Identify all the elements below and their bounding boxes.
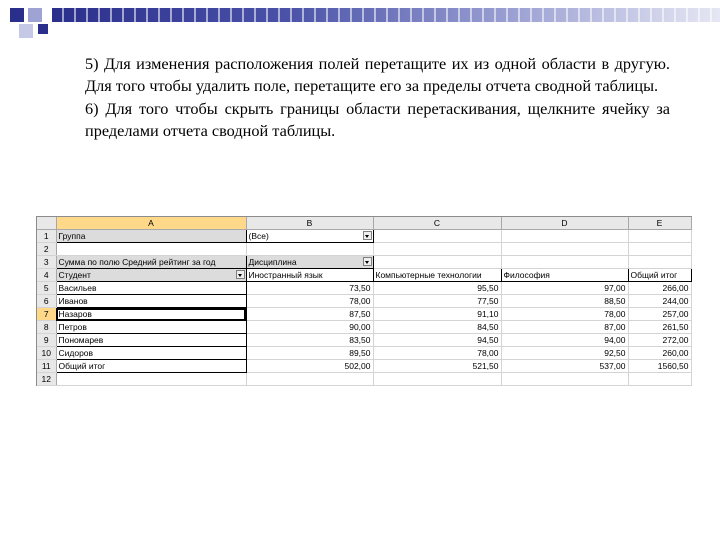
value-cell[interactable]: 94,50 (373, 334, 501, 347)
select-all-corner[interactable] (37, 217, 56, 230)
value-cell[interactable]: 244,00 (628, 295, 691, 308)
column-header-d[interactable]: D (501, 217, 628, 230)
page-field-value: (Все) (248, 231, 269, 241)
cell[interactable] (628, 243, 691, 256)
row-header[interactable]: 10 (37, 347, 56, 360)
row-header[interactable]: 5 (37, 282, 56, 295)
value-cell[interactable]: 84,50 (373, 321, 501, 334)
active-cell[interactable]: Назаров (56, 308, 246, 321)
total-cell[interactable]: 502,00 (246, 360, 373, 373)
value-cell[interactable]: 266,00 (628, 282, 691, 295)
instruction-text (85, 53, 670, 143)
table-row (37, 347, 691, 360)
row-header[interactable]: 7 (37, 308, 56, 321)
table-row (37, 334, 691, 347)
cell[interactable] (501, 243, 628, 256)
row-header[interactable]: 6 (37, 295, 56, 308)
value-cell[interactable]: 94,00 (501, 334, 628, 347)
column-field-label: Дисциплина (248, 257, 297, 267)
row-header[interactable]: 11 (37, 360, 56, 373)
row-header[interactable]: 4 (37, 269, 56, 282)
dropdown-arrow-icon[interactable] (363, 257, 372, 266)
instruction-step-6: 6) Для того чтобы скрыть границы области перетаскивания, щелкните ячейку за пределами отчета сводной таблицы. (85, 99, 670, 140)
pivot-table-grid (37, 217, 692, 386)
cell[interactable] (246, 243, 373, 256)
value-cell[interactable]: 87,00 (501, 321, 628, 334)
column-item[interactable]: Философия (501, 269, 628, 282)
value-cell[interactable]: 73,50 (246, 282, 373, 295)
row-header[interactable]: 9 (37, 334, 56, 347)
cell[interactable] (56, 243, 246, 256)
cell[interactable] (628, 230, 691, 243)
total-cell[interactable]: 1560,50 (628, 360, 691, 373)
cell[interactable] (56, 373, 246, 386)
banner-stripes (52, 8, 720, 22)
value-cell[interactable]: 92,50 (501, 347, 628, 360)
dropdown-arrow-icon[interactable] (363, 231, 372, 240)
row-header[interactable]: 1 (37, 230, 56, 243)
value-cell[interactable]: 257,00 (628, 308, 691, 321)
column-item[interactable]: Компьютерные технологии (373, 269, 501, 282)
value-cell[interactable]: 88,50 (501, 295, 628, 308)
value-cell[interactable]: 95,50 (373, 282, 501, 295)
cell[interactable] (501, 373, 628, 386)
cell[interactable] (628, 256, 691, 269)
spreadsheet[interactable] (36, 216, 692, 386)
value-cell[interactable]: 90,00 (246, 321, 373, 334)
row-header[interactable]: 8 (37, 321, 56, 334)
value-cell[interactable]: 261,50 (628, 321, 691, 334)
cell[interactable] (501, 256, 628, 269)
row-item[interactable]: Петров (56, 321, 246, 334)
value-cell[interactable]: 78,00 (373, 347, 501, 360)
value-cell[interactable]: 77,50 (373, 295, 501, 308)
cell[interactable] (373, 256, 501, 269)
total-cell[interactable]: 537,00 (501, 360, 628, 373)
value-cell[interactable]: 83,50 (246, 334, 373, 347)
page-field-dropdown[interactable] (246, 230, 373, 243)
value-cell[interactable]: 87,50 (246, 308, 373, 321)
decorative-squares (0, 0, 60, 42)
value-cell[interactable]: 97,00 (501, 282, 628, 295)
cell[interactable] (373, 243, 501, 256)
data-field-label[interactable]: Сумма по полю Средний рейтинг за год (56, 256, 246, 269)
table-row (37, 282, 691, 295)
table-row (37, 295, 691, 308)
instruction-step-5: 5) Для изменения расположения полей перетащите их из одной области в другую. Для того чтобы удалить поле, перетащите его за пределы отчета сводной таблицы. (85, 54, 670, 95)
grand-total-row (37, 360, 691, 373)
value-cell[interactable]: 272,00 (628, 334, 691, 347)
grand-total-label[interactable]: Общий итог (56, 360, 246, 373)
value-cell[interactable]: 78,00 (501, 308, 628, 321)
cell[interactable] (501, 230, 628, 243)
value-cell[interactable]: 78,00 (246, 295, 373, 308)
row-item[interactable]: Пономарев (56, 334, 246, 347)
total-cell[interactable]: 521,50 (373, 360, 501, 373)
value-cell[interactable]: 260,00 (628, 347, 691, 360)
column-header-a[interactable]: A (56, 217, 246, 230)
column-header-b[interactable]: B (246, 217, 373, 230)
cell[interactable] (373, 373, 501, 386)
row-field-button[interactable] (56, 269, 246, 282)
table-row (37, 321, 691, 334)
column-item[interactable]: Иностранный язык (246, 269, 373, 282)
cell[interactable] (628, 373, 691, 386)
value-cell[interactable]: 91,10 (373, 308, 501, 321)
row-item[interactable]: Иванов (56, 295, 246, 308)
row-header[interactable]: 3 (37, 256, 56, 269)
page-field-label[interactable]: Группа (56, 230, 246, 243)
row-item[interactable]: Сидоров (56, 347, 246, 360)
dropdown-arrow-icon[interactable] (236, 270, 245, 279)
value-cell[interactable]: 89,50 (246, 347, 373, 360)
row-header[interactable]: 2 (37, 243, 56, 256)
column-item[interactable]: Общий итог (628, 269, 691, 282)
cell[interactable] (246, 373, 373, 386)
row-header[interactable]: 12 (37, 373, 56, 386)
row-item[interactable]: Васильев (56, 282, 246, 295)
column-field-button[interactable] (246, 256, 373, 269)
column-header-e[interactable]: E (628, 217, 691, 230)
row-field-label: Студент (58, 270, 91, 280)
table-row (37, 308, 691, 321)
column-header-c[interactable]: C (373, 217, 501, 230)
cell[interactable] (373, 230, 501, 243)
